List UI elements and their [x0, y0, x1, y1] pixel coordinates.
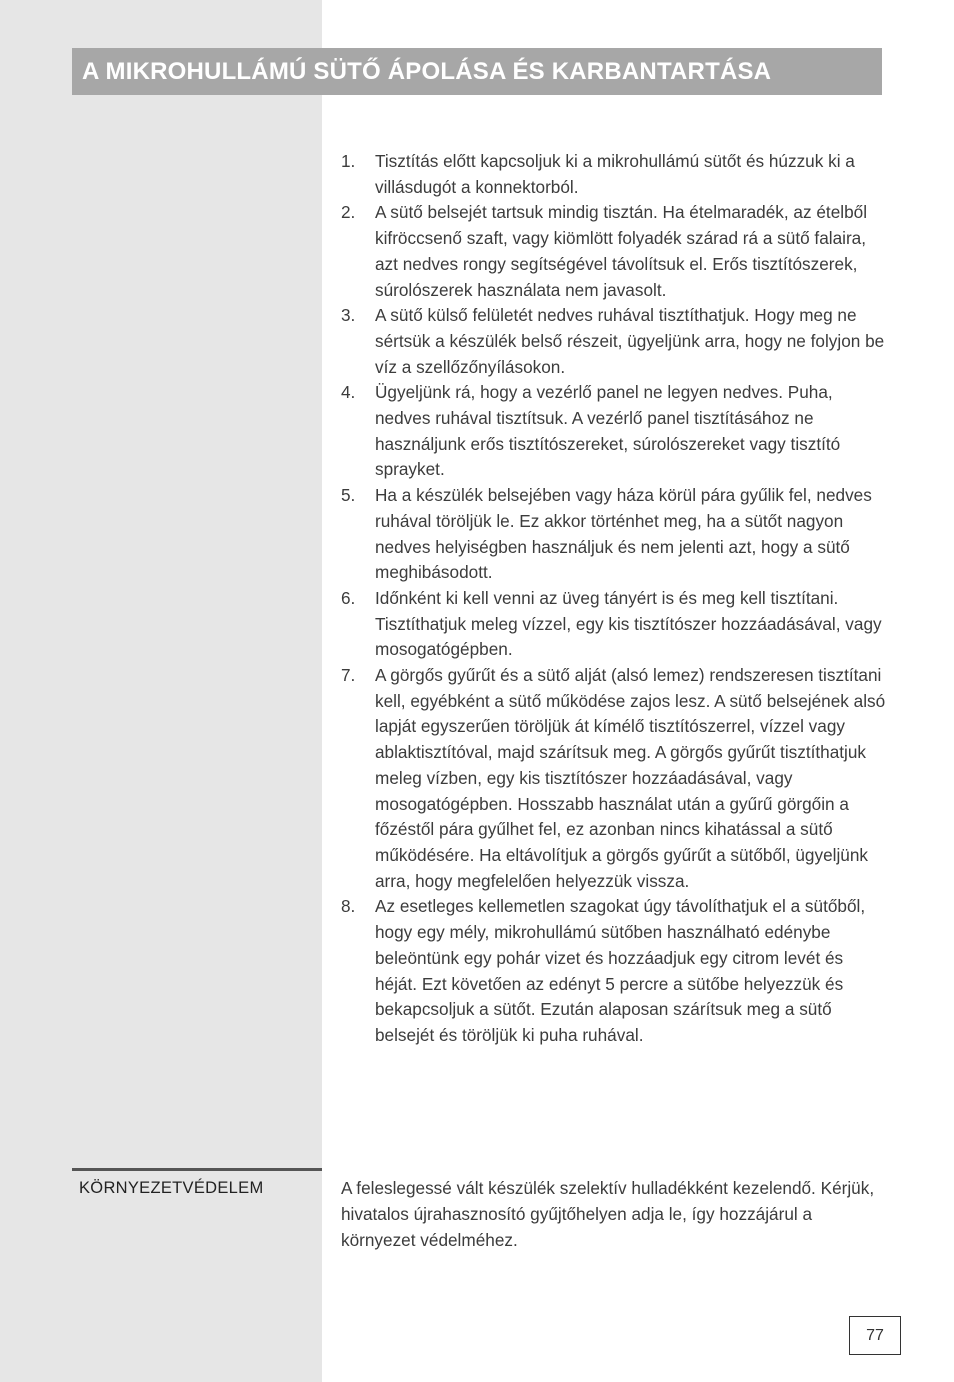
list-item	[341, 200, 886, 303]
step-number: 7.	[341, 665, 356, 686]
step-number: 5.	[341, 485, 356, 506]
list-item	[341, 894, 886, 1048]
step-text: A sütő belsejét tartsuk mindig tisztán. Ha ételmaradék, az ételből kifröccsenő szaft, vagy kiömlött folyadék szárad rá a sütő falaira, azt nedves rongy segítségével távolítsuk el. Erős tisztítószerek, súrolószerek használata nem javasolt.	[375, 202, 868, 300]
page-number: 77	[849, 1316, 901, 1355]
step-text: Tisztítás előtt kapcsoljuk ki a mikrohullámú sütőt és húzzuk ki a villásdugót a konnektorból.	[375, 151, 855, 197]
step-text: Időnként ki kell venni az üveg tányért is és meg kell tisztítani. Tisztíthatjuk meleg vízzel, egy kis tisztítószer hozzáadásával, vagy mosogatógépben.	[375, 587, 882, 660]
step-number: 3.	[341, 305, 356, 326]
list-item	[341, 586, 886, 663]
step-number: 8.	[341, 896, 356, 917]
step-text: Ha a készülék belsejében vagy háza körül pára gyűlik fel, nedves ruhával töröljük le. Ez akkor történhet meg, ha a sütőt nagyon nedves helyiségben használjuk és nem jelenti azt, hogy a sütő meghibásodott.	[375, 485, 872, 583]
environment-heading: KÖRNYEZETVÉDELEM	[79, 1179, 264, 1197]
section-divider	[72, 1168, 322, 1171]
section-header	[72, 48, 882, 95]
list-item	[341, 483, 886, 586]
environment-paragraph: A feleslegessé vált készülék szelektív hulladékként kezelendő. Kérjük, hivatalos újrahasznosító gyűjtőhelyen adja le, így hozzájárul a környezet védelméhez.	[341, 1178, 875, 1250]
list-item	[341, 303, 886, 380]
step-number: 2.	[341, 202, 356, 223]
step-text: Az esetleges kellemetlen szagokat úgy távolíthatjuk el a sütőből, hogy egy mély, mikrohullámú sütőben használható edénybe beleöntünk egy pohár vizet és hozzáadjuk egy citrom levét és héját. Ezt követően az edényt 5 percre a sütőbe helyezzük és bekapcsoljuk a sütőt. Ezután alaposan szárítsuk meg a sütő belsejét és töröljük ki puha ruhával.	[375, 896, 866, 1045]
side-panel	[0, 0, 322, 1382]
page-title: A MIKROHULLÁMÚ SÜTŐ ÁPOLÁSA ÉS KARBANTARTÁSA	[82, 57, 772, 85]
step-number: 6.	[341, 587, 356, 608]
list-item	[341, 663, 886, 894]
step-number: 1.	[341, 151, 356, 171]
step-text: Ügyeljünk rá, hogy a vezérlő panel ne legyen nedves. Puha, nedves ruhával tisztítsuk. A vezérlő panel tisztításához ne használjunk erős tisztítószereket, súrolószereket vagy tisztító sprayket.	[375, 382, 841, 480]
list-item	[341, 149, 886, 200]
list-item	[341, 380, 886, 483]
step-text: A sütő külső felületét nedves ruhával tisztíthatjuk. Hogy meg ne sértsük a készülék belső részeit, ügyeljünk arra, hogy ne folyjon be víz a szellőzőnyílásokon.	[375, 305, 885, 377]
care-steps-list	[341, 149, 886, 1049]
step-text: A görgős gyűrűt és a sütő alját (alsó lemez) rendszeresen tisztítani kell, egyébként a sütő működése zajos lesz. A sütő belsejének alsó lapját egyszerűen töröljük át kímélő tisztítószerrel, vízzel vagy ablaktisztítóval, majd szárítsuk meg. A görgős gyűrűt tisztíthatjuk meleg vízben, egy kis tisztítószer hozzáadásával, vagy mosogatógépben. Hosszabb használat után a gyűrű görgőin a főzéstől pára gyűlhet fel, ez azonban nincs kihatással a sütő működésére. Ha eltávolítjuk a görgős gyűrűt a sütőből, ügyeljünk arra, hogy megfelelően helyezzük vissza.	[375, 665, 886, 891]
step-number: 4.	[341, 382, 356, 403]
